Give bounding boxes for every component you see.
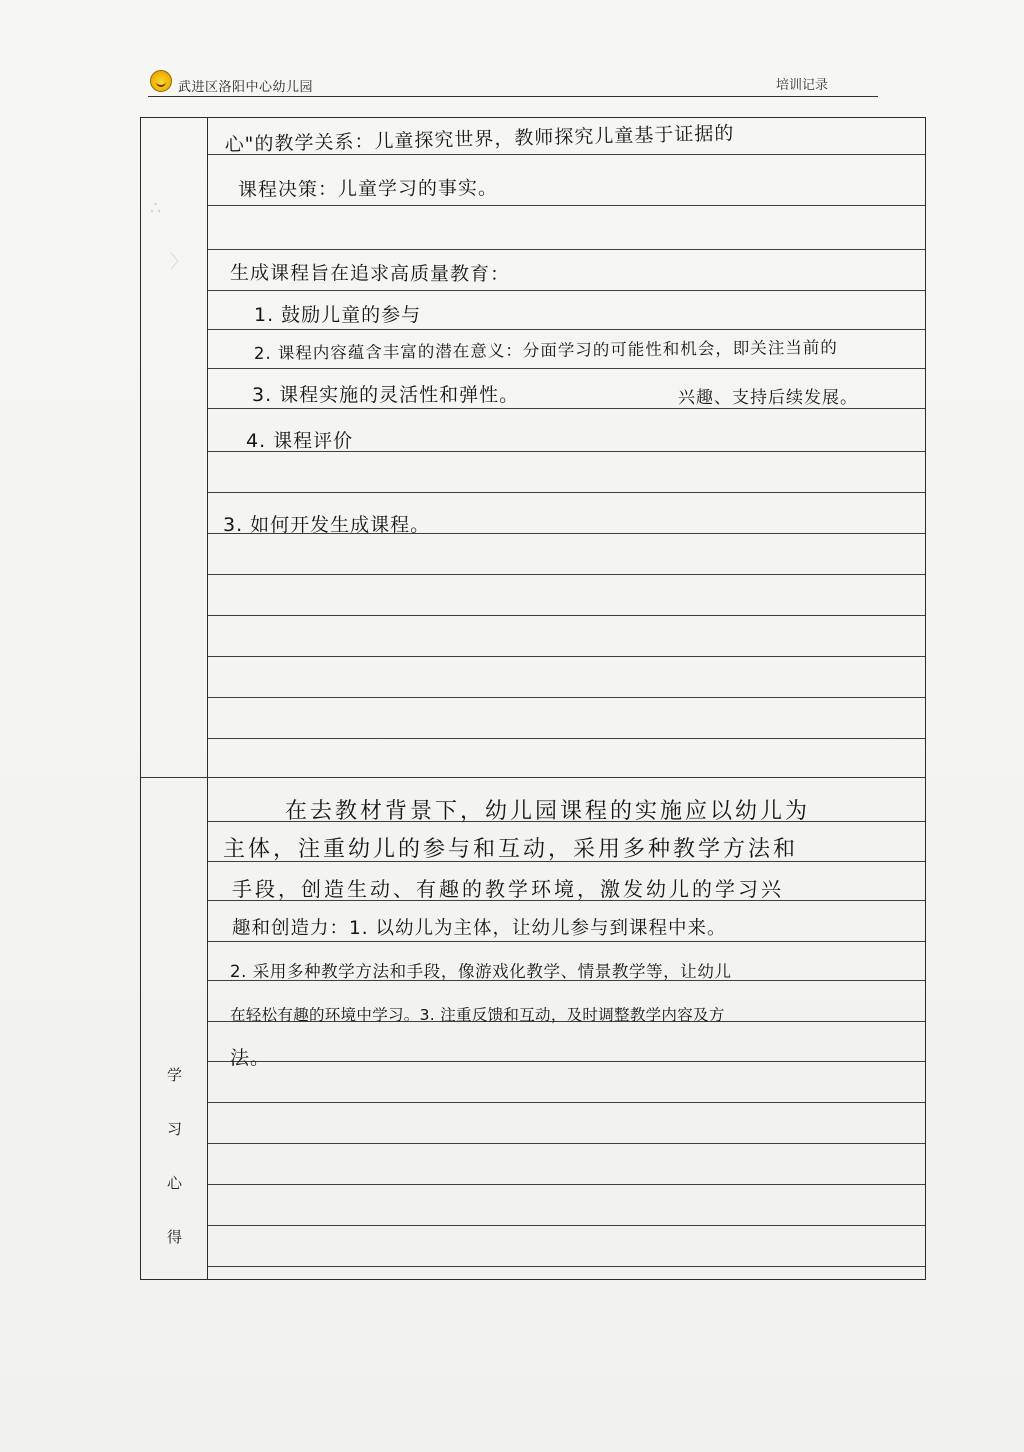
show-through-mark: 〉 <box>170 252 188 273</box>
handwritten-reflection-line: 2. 采用多种教学方法和手段，像游戏化教学、情景教学等，让幼儿 <box>230 962 732 981</box>
ruled-line <box>208 492 925 493</box>
record-title: 培训记录 <box>775 78 828 93</box>
ruled-line <box>208 1266 925 1267</box>
section-divider <box>141 777 925 778</box>
handwritten-reflection-line: 在轻松有趣的环境中学习。3. 注重反馈和互动，及时调整教学内容及方 <box>230 1006 725 1024</box>
ruled-line <box>208 1184 925 1185</box>
ruled-line <box>208 1061 925 1062</box>
record-table <box>140 117 926 1280</box>
label-char: 习 <box>166 1120 182 1138</box>
ruled-line <box>208 1143 925 1144</box>
handwritten-note-line: 1. 鼓励儿童的参与 <box>254 304 422 326</box>
handwritten-reflection-line: 主体，注重幼儿的参与和互动，采用多种教学方法和 <box>223 837 799 862</box>
handwritten-note-line: 2. 课程内容蕴含丰富的潜在意义：分面学习的可能性和机会，即关注当前的 <box>253 337 838 364</box>
section-label-study-reflection <box>141 1048 208 1264</box>
handwritten-reflection-line: 在去教材背景下，幼儿园课程的实施应以幼儿为 <box>285 799 811 824</box>
ruled-line <box>208 1102 925 1103</box>
ruled-line <box>208 329 925 330</box>
ruled-line <box>208 738 925 739</box>
handwritten-note-line: 3. 如何开发生成课程。 <box>223 514 431 536</box>
handwritten-reflection-line: 趣和创造力：1. 以幼儿为主体，让幼儿参与到课程中来。 <box>232 918 727 939</box>
label-char: 学 <box>166 1066 182 1084</box>
ruled-line <box>208 697 925 698</box>
handwritten-note-line: 心"的教学关系：儿童探究世界，教师探究儿童基于证据的 <box>224 122 735 157</box>
ruled-line <box>208 656 925 657</box>
ruled-line <box>208 249 925 250</box>
handwritten-note-line: 兴趣、支持后续发展。 <box>678 388 858 408</box>
handwritten-note-line: 生成课程旨在追求高质量教育： <box>230 262 511 286</box>
handwritten-reflection-line: 法。 <box>230 1047 271 1069</box>
ruled-line <box>208 574 925 575</box>
handwritten-note-line: 3. 课程实施的灵活性和弹性。 <box>252 384 520 406</box>
ruled-line <box>208 1225 925 1226</box>
label-char: 心 <box>166 1174 182 1192</box>
ruled-line <box>208 205 925 206</box>
show-through-mark: ∴ <box>150 198 162 219</box>
ruled-line <box>208 615 925 616</box>
ruled-line <box>208 290 925 291</box>
school-name: 武进区洛阳中心幼儿园 <box>178 80 314 95</box>
ruled-line <box>208 941 925 942</box>
handwritten-note-line: 课程决策：儿童学习的事实。 <box>237 177 499 202</box>
kindergarten-logo-icon <box>150 70 172 92</box>
header-divider <box>148 96 878 97</box>
handwritten-reflection-line: 手段，创造生动、有趣的教学环境，激发幼儿的学习兴 <box>232 877 784 901</box>
ruled-line <box>208 368 925 369</box>
handwritten-note-line: 4. 课程评价 <box>246 430 354 452</box>
label-char: 得 <box>166 1228 182 1246</box>
ruled-line <box>208 408 925 409</box>
